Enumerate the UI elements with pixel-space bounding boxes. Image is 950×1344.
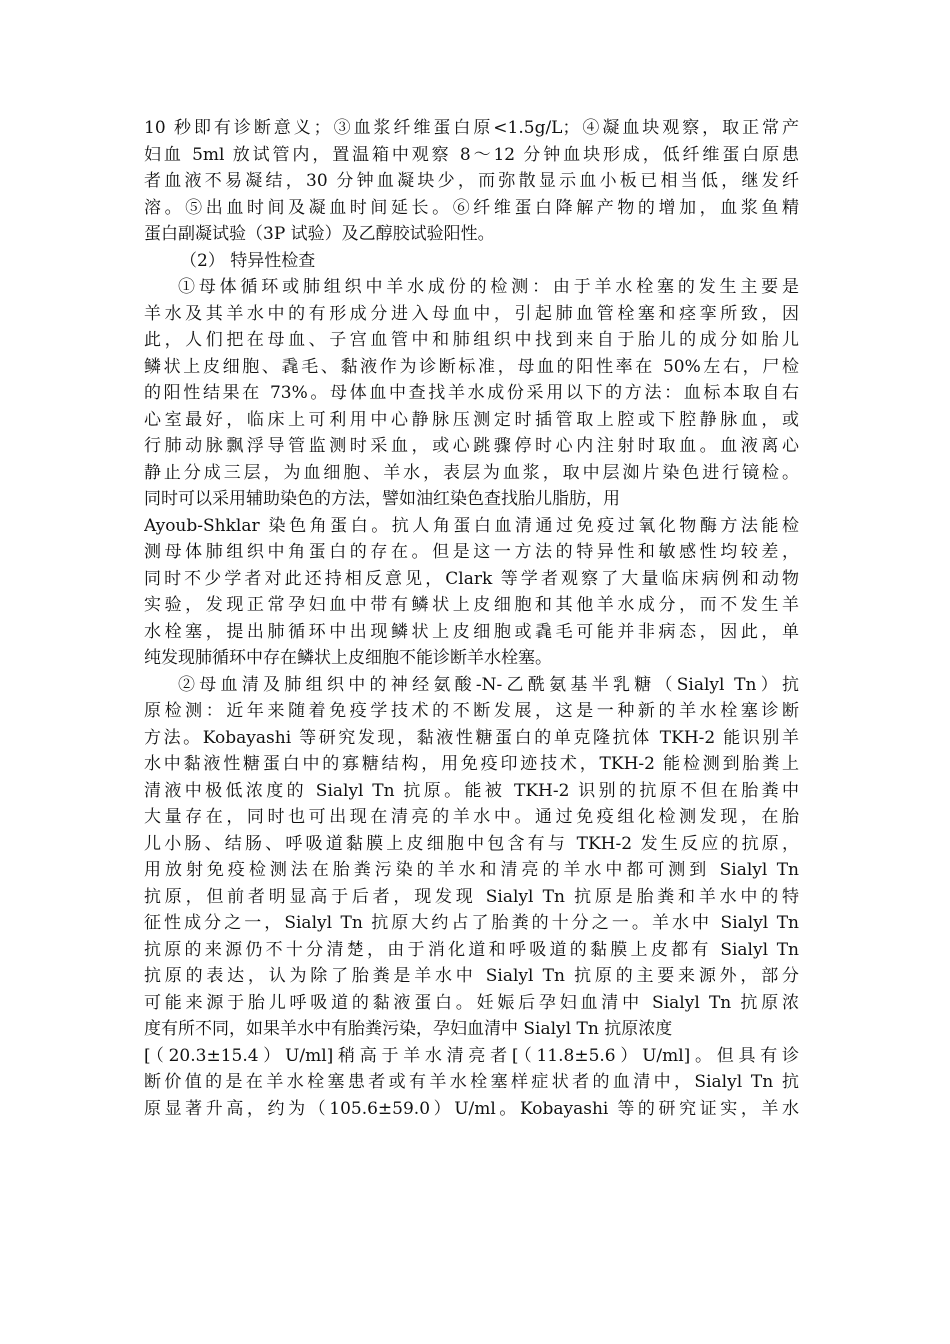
text-line: 水栓塞，提出肺循环中出现鳞状上皮细胞或毳毛可能并非病态，因此，单 (144, 621, 799, 642)
text-line: 鳞状上皮细胞、毳毛、黏液作为诊断标准，母血的阳性率在 50%左右，尸检 (144, 356, 799, 377)
text-line: 者血液不易凝结，30 分钟血凝块少，而弥散显示血小板已相当低，继发纤 (144, 171, 799, 191)
text-line: 大量存在，同时也可出现在清亮的羊水中。通过免疫组化检测发现，在胎 (144, 807, 799, 827)
text-line: 抗原的来源仍不十分清楚，由于消化道和呼吸道的黏膜上皮都有 Sialyl Tn (144, 939, 799, 960)
text-line: 断价值的是在羊水栓塞患者或有羊水栓塞样症状者的血清中，Sialyl Tn 抗 (144, 1072, 799, 1092)
text-line: 的阳性结果在 73%。母体血中查找羊水成份采用以下的方法：血标本取自右 (144, 383, 799, 403)
text-line: ①母体循环或肺组织中羊水成份的检测：由于羊水栓塞的发生主要是 (178, 277, 799, 297)
text-line: 10 秒即有诊断意义；③血浆纤维蛋白原<1.5g/L；④凝血块观察，取正常产 (144, 118, 799, 138)
text-line: （2） 特异性检查 (180, 250, 316, 271)
text-line: 原检测：近年来随着免疫学技术的不断发展，这是一种新的羊水栓塞诊断 (144, 701, 799, 721)
text-line: 羊水及其羊水中的有形成分进入母血中，引起肺血管栓塞和痉挛所致，因 (144, 303, 799, 324)
text-line: 用放射免疫检测法在胎粪污染的羊水和清亮的羊水中都可测到 Sialyl Tn (144, 860, 799, 880)
text-line: [（20.3±15.4）U/ml]稍高于羊水清亮者[（11.8±5.6）U/ml]。但具有诊 (144, 1045, 799, 1066)
text-line: ②母血清及肺组织中的神经氨酸-N-乙酰氨基半乳糖（Sialyl Tn）抗 (178, 674, 799, 695)
text-line: 原显著升高，约为（105.6±59.0）U/ml。Kobayashi 等的研究证实，羊水 (144, 1098, 799, 1119)
text-line: 行肺动脉飘浮导管监测时采血，或心跳骤停时心内注射时取血。血液离心 (144, 436, 799, 456)
text-line: 征性成分之一，Sialyl Tn 抗原大约占了胎粪的十分之一。羊水中 Sialyl Tn (144, 913, 799, 933)
text-line: 可能来源于胎儿呼吸道的黏液蛋白。妊娠后孕妇血清中 Sialyl Tn 抗原浓 (144, 992, 799, 1013)
text-line: 纯发现肺循环中存在鳞状上皮细胞不能诊断羊水栓塞。 (144, 648, 552, 668)
text-line: 测母体肺组织中角蛋白的存在。但是这一方法的特异性和敏感性均较差， (144, 542, 799, 562)
text-line: 静止分成三层，为血细胞、羊水，表层为血浆，取中层洳片染色进行镜检。 (144, 462, 799, 483)
body-text (144, 115, 799, 1122)
text-line: 妇血 5ml 放试管内，置温箱中观察 8～12 分钟血块形成，低纤维蛋白原患 (144, 144, 799, 165)
text-line: 抗原，但前者明显高于后者，现发现 Sialyl Tn 抗原是胎粪和羊水中的特 (144, 886, 799, 907)
text-line: 水中黏液性糖蛋白中的寡糖结构，用免疫印迹技术，TKH-2 能检测到胎粪上 (144, 754, 799, 774)
text-line: 儿小肠、结肠、呼吸道黏膜上皮细胞中包含有与 TKH-2 发生反应的抗原， (144, 833, 799, 854)
text-line: 方法。Kobayashi 等研究发现，黏液性糖蛋白的单克隆抗体 TKH-2 能识别羊 (144, 727, 799, 748)
text-line: 抗原的表达，认为除了胎粪是羊水中 Sialyl Tn 抗原的主要来源外，部分 (144, 966, 799, 986)
text-line: 度有所不同，如果羊水中有胎粪污染，孕妇血清中 Sialyl Tn 抗原浓度 (144, 1019, 673, 1039)
text-line: 实验，发现正常孕妇血中带有鳞状上皮细胞和其他羊水成分，而不发生羊 (144, 595, 799, 615)
text-line: 清液中极低浓度的 Sialyl Tn 抗原。能被 TKH-2 识别的抗原不但在胎粪中 (144, 780, 799, 801)
text-line: 此，人们把在母血、子宫血管中和肺组织中找到来自于胎儿的成分如胎儿 (144, 330, 799, 350)
text-line: 溶。⑤出血时间及凝血时间延长。⑥纤维蛋白降解产物的增加，血浆鱼精 (144, 197, 799, 218)
text-line: 同时可以采用辅助染色的方法，譬如油红染色查找胎儿脂肪，用 (144, 489, 620, 509)
text-line: Ayoub-Shklar 染色角蛋白。抗人角蛋白血清通过免疫过氧化物酶方法能检 (144, 515, 799, 536)
text-line: 蛋白副凝试验（3P 试验）及乙醇胶试验阳性。 (144, 224, 495, 244)
text-line: 同时不少学者对此还持相反意见，Clark 等学者观察了大量临床病例和动物 (144, 568, 799, 589)
text-line: 心室最好，临床上可利用中心静脉压测定时插管取上腔或下腔静脉血，或 (144, 409, 799, 430)
